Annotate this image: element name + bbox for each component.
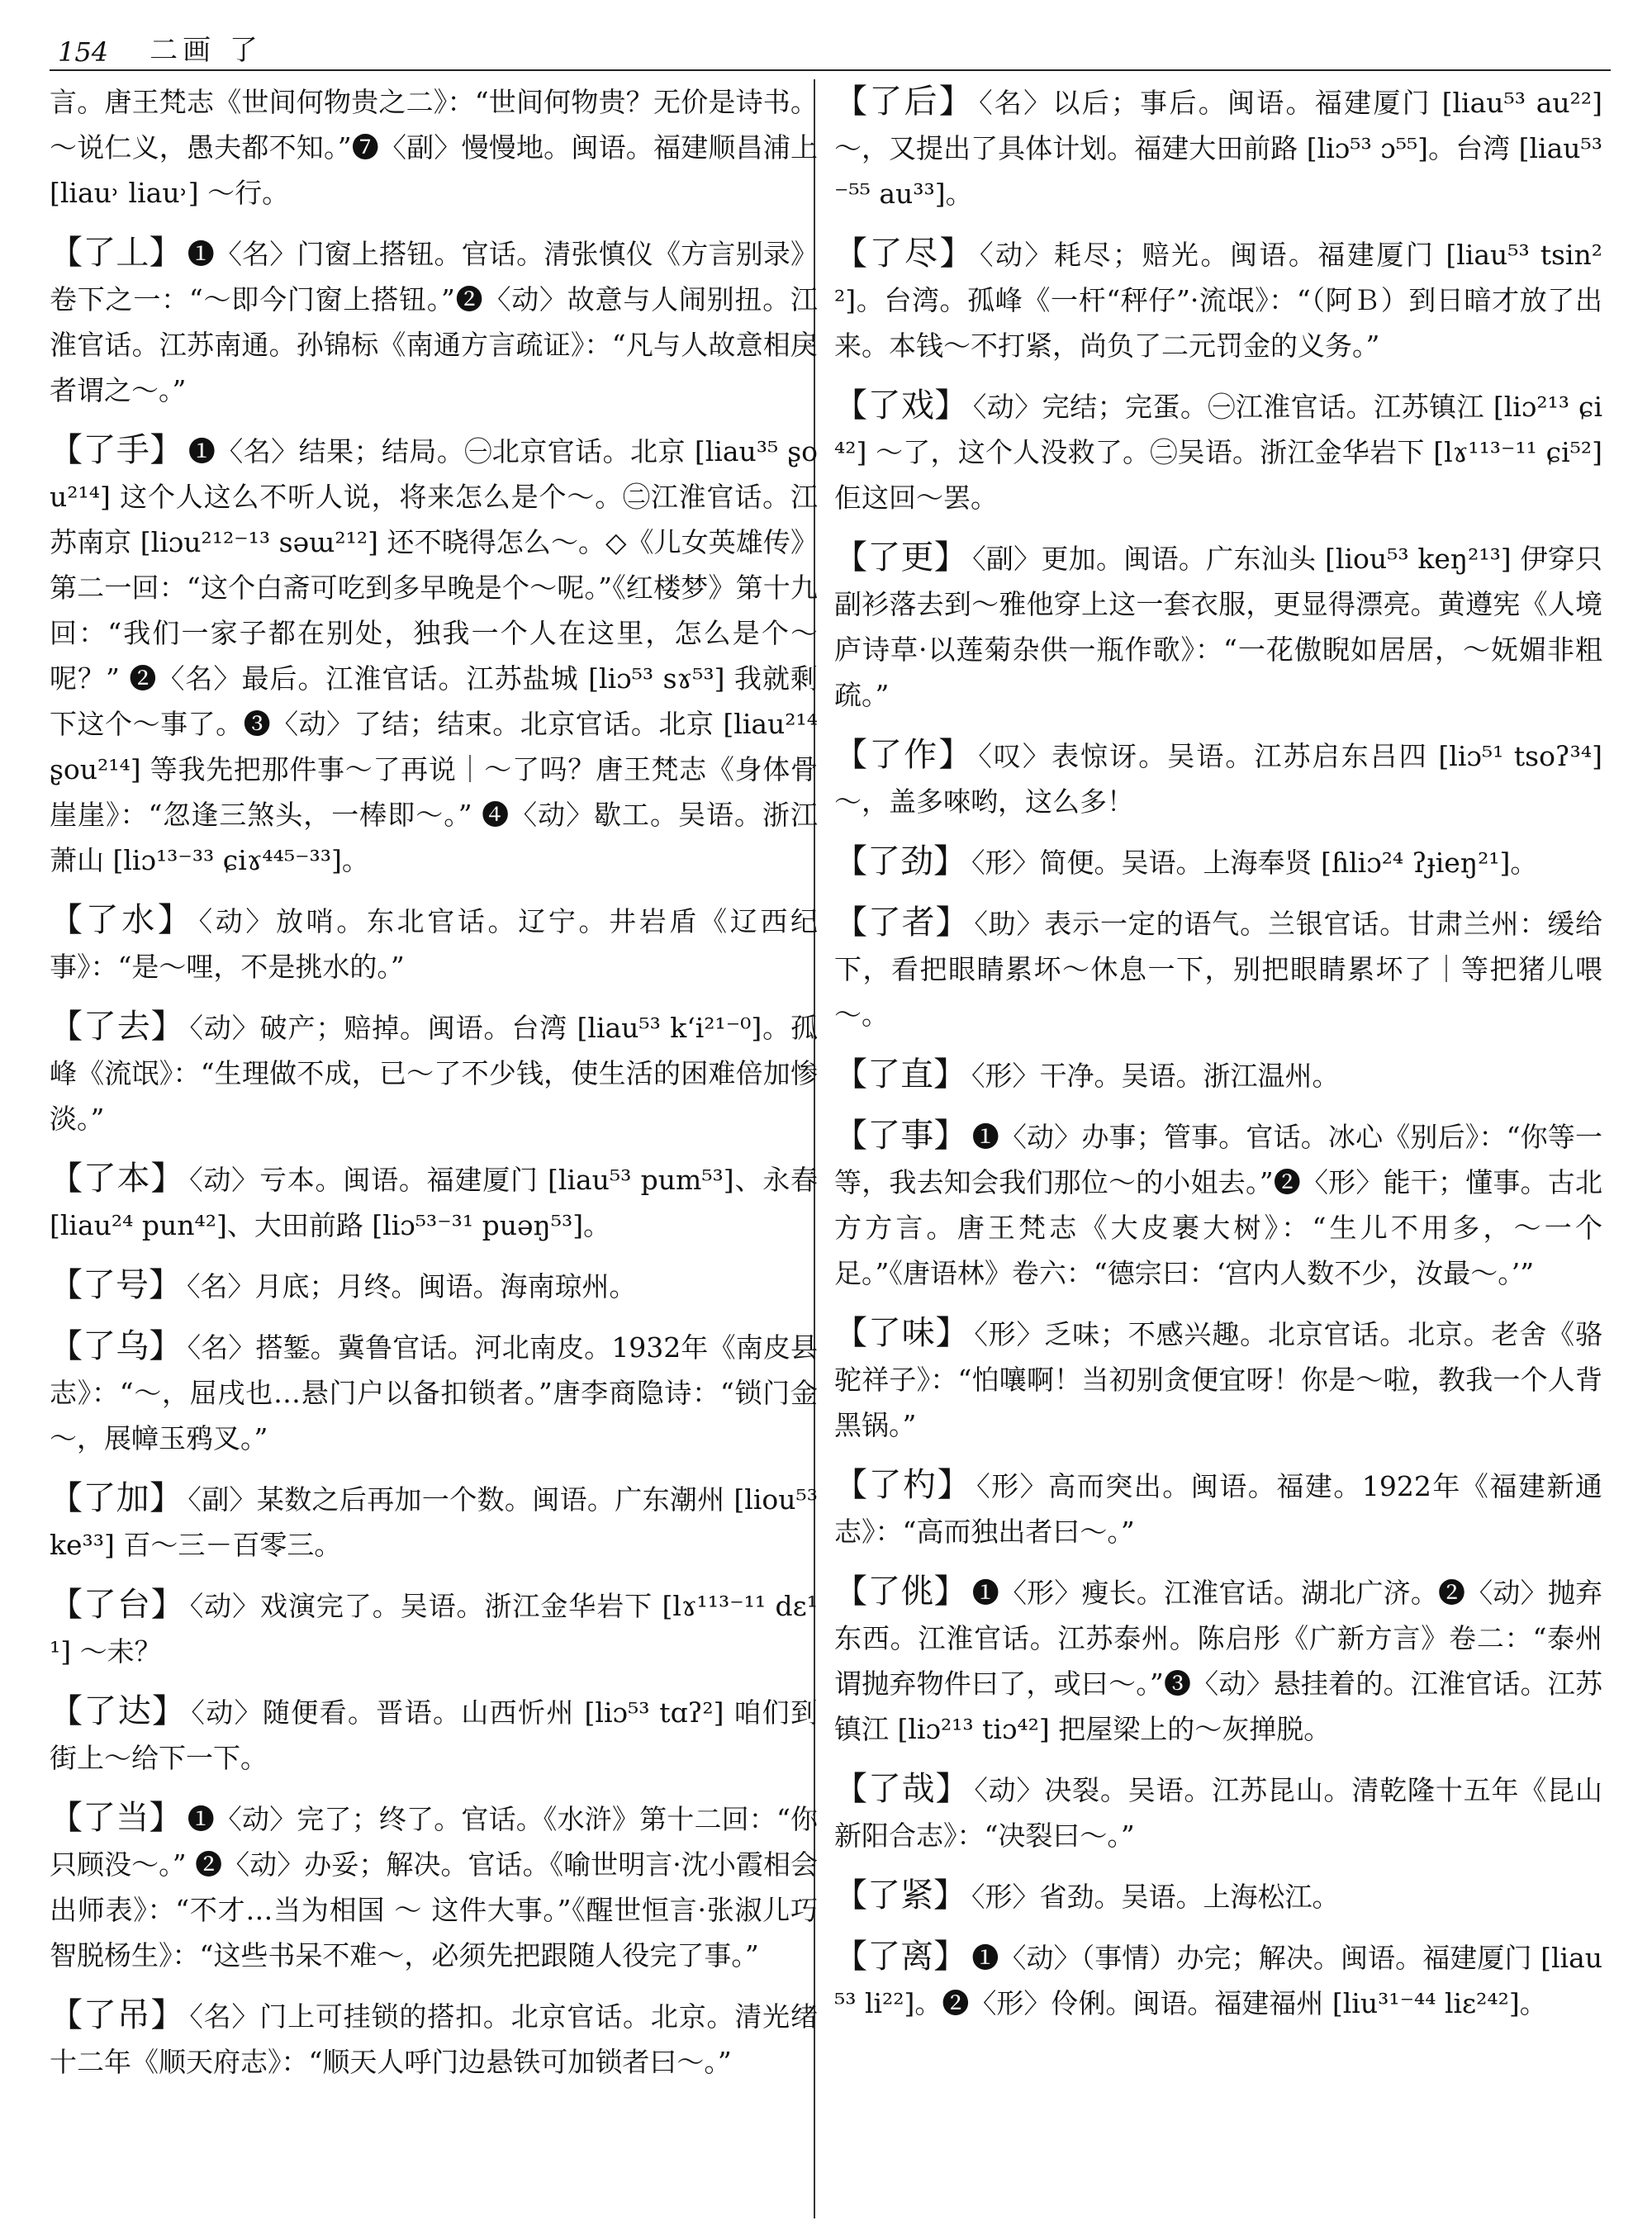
entry-headword: 【了更】 xyxy=(834,539,968,576)
entry-headword: 【了作】 xyxy=(834,736,974,774)
entry-definition: ❶〈动〉完了；终了。官话。《水浒》第十二回：“你只顾没～。” ❷〈动〉办妥；解决。官话。《喻世明言·沈小霞相会出师表》：“不才…当为相国 ～ 这件大事。”《醒世恒言·张淑儿巧智脱杨生》：“这些书呆不难～，必须先把跟随人役完了事。” xyxy=(50,1803,818,1971)
entry-headword: 【了事】 xyxy=(834,1117,967,1155)
entry-definition: ❶〈动〉办事；管事。官话。冰心《别后》：“你等一等，我去知会我们那位～的小姐去。”❷〈形〉能干；懂事。古北方方言。唐王梵志《大皮裹大树》：“生儿不用多，～一个足。”《唐语林》卷六：“德宗曰：‘宫内人数不少，汝最～。’” xyxy=(834,1121,1602,1289)
entry-definition: 〈动〉戏演完了。吴语。浙江金华岩下 [lɤ¹¹³⁻¹¹ dɛ¹¹] ～未？ xyxy=(50,1590,818,1668)
dictionary-entry xyxy=(834,231,1602,368)
entry-definition: ❶〈动〉（事情）办完；解决。闽语。福建厦门 [liau⁵³ li²²]。❷〈形〉伶俐。闽语。福建福州 [liu³¹⁻⁴⁴ liɛ²⁴²]。 xyxy=(834,1942,1602,2019)
entry-headword: 【了当】 xyxy=(50,1799,183,1837)
dictionary-entry xyxy=(834,535,1602,718)
entry-headword: 【了丄】 xyxy=(50,234,183,272)
entry-headword: 【了哉】 xyxy=(834,1770,970,1808)
entry-headword: 【了杓】 xyxy=(834,1466,972,1504)
entry-headword: 【了手】 xyxy=(50,431,183,469)
entry-definition: ❶〈形〉瘦长。江淮官话。湖北广济。❷〈动〉抛弃东西。江淮官话。江苏泰州。陈启彤《广新方言》卷二：“泰州谓抛弃物件曰了，或曰～。”❸〈动〉悬挂着的。江淮官话。江苏镇江 [liɔ²¹³ tiɔ⁴²] 把屋梁上的～灰掸脱。 xyxy=(834,1577,1602,1745)
left-column xyxy=(50,79,818,2218)
dictionary-entry xyxy=(50,1993,818,2085)
entry-definition: 〈动〉随便看。晋语。山西忻州 [liɔ⁵³ tɑʔ²] 咱们到街上～给下一下。 xyxy=(50,1696,818,1774)
dictionary-entry xyxy=(834,900,1602,1037)
dictionary-entry xyxy=(834,383,1602,520)
page-header xyxy=(50,18,1611,68)
dictionary-entry xyxy=(834,1934,1602,2026)
entry-definition: 〈名〉门上可挂锁的搭扣。北京官话。北京。清光绪十二年《顺天府志》：“顺天人呼门边悬铁可加锁者曰～。” xyxy=(50,2000,818,2078)
entry-headword: 【了达】 xyxy=(50,1692,187,1730)
entry-definition: 言。唐王梵志《世间何物贵之二》：“世间何物贵？无价是诗书。～说仁义，愚夫都不知。”❼〈副〉慢慢地。闽语。福建顺昌浦上 [liau˒ liau˒] ～行。 xyxy=(50,86,818,209)
entry-headword: 【了佻】 xyxy=(834,1573,967,1611)
entry-definition: 〈形〉干净。吴语。浙江温州。 xyxy=(971,1060,1340,1092)
right-column xyxy=(834,79,1602,2218)
header-rule xyxy=(50,69,1611,71)
dictionary-entry xyxy=(834,1113,1602,1296)
entry-definition: 〈名〉以后；事后。闽语。福建厦门 [liau⁵³ au²²] ～，又提出了具体计划。福建大田前路 [liɔ⁵³ ɔ⁵⁵]。台湾 [liau⁵³⁻⁵⁵ au³³]。 xyxy=(834,87,1602,210)
entry-headword: 【了劲】 xyxy=(834,842,966,880)
entry-definition: 〈副〉更加。闽语。广东汕头 [liou⁵³ keŋ²¹³] 伊穿只副衫落去到～雅他穿上这一套衣服，更显得漂亮。黄遵宪《人境庐诗草·以莲菊杂供一瓶作歌》：“一花傲睨如居居，～妩媚非粗疏。” xyxy=(834,543,1602,711)
entry-definition: 〈动〉破产；赔掉。闽语。台湾 [liau⁵³ k‘i²¹⁻⁰]。孤峰《流氓》：“生理做不成，已～了不少钱，使生活的困难倍加惨淡。” xyxy=(50,1012,818,1135)
entry-definition: 〈形〉简便。吴语。上海奉贤 [ɦliɔ²⁴ ʔɟieŋ²¹]。 xyxy=(971,847,1538,879)
dictionary-entry xyxy=(834,1569,1602,1752)
entry-headword: 【了直】 xyxy=(834,1056,966,1094)
entry-definition: 〈叹〉表惊讶。吴语。江苏启东吕四 [liɔ⁵¹ tsoʔ³⁴] ～，盖多唻哟，这么多！ xyxy=(834,740,1602,818)
dictionary-entry xyxy=(50,1796,818,1978)
entry-headword: 【了本】 xyxy=(50,1160,185,1198)
dictionary-entry xyxy=(50,898,818,989)
entry-definition: ❶〈名〉门窗上搭钮。官话。清张慎仪《方言别录》卷下之一：“～即今门窗上搭钮。”❷〈动〉故意与人闹别扭。江淮官话。江苏南通。孙锦标《南通方言疏证》：“凡与人故意相戾者谓之～。” xyxy=(50,238,818,406)
entry-headword: 【了戏】 xyxy=(834,387,968,425)
entry-definition: 〈形〉高而突出。闽语。福建。1922年《福建新通志》：“高而独出者曰～。” xyxy=(834,1470,1602,1548)
dictionary-entry xyxy=(50,1582,818,1674)
entry-headword: 【了去】 xyxy=(50,1008,185,1046)
dictionary-entry xyxy=(834,733,1602,824)
entry-definition: 〈名〉月底；月终。闽语。海南琼州。 xyxy=(187,1270,637,1302)
dictionary-entry xyxy=(834,1463,1602,1554)
dictionary-entry xyxy=(50,1263,818,1309)
dictionary-entry xyxy=(834,1052,1602,1098)
entry-definition: 〈动〉完结；完蛋。㊀江淮官话。江苏镇江 [liɔ²¹³ ɕi⁴²] ～了，这个人没救了。㊁吴语。浙江金华岩下 [lɤ¹¹³⁻¹¹ ɕi⁵²] 佢这回～罢。 xyxy=(834,391,1602,514)
entry-definition: 〈形〉省劲。吴语。上海松江。 xyxy=(971,1881,1340,1913)
entry-definition: 〈动〉放哨。东北官话。辽宁。井岩盾《辽西纪事》：“是～哩，不是挑水的。” xyxy=(50,905,818,983)
entry-definition: 〈动〉亏本。闽语。福建厦门 [liau⁵³ pum⁵³]、永春 [liau²⁴ pun⁴²]、大田前路 [liɔ⁵³⁻³¹ puəŋ⁵³]。 xyxy=(50,1164,818,1241)
entry-headword: 【了号】 xyxy=(50,1266,182,1304)
entry-definition: 〈名〉搭錾。冀鲁官话。河北南皮。1932年《南皮县志》：“～，屈戌也…悬门户以备扣锁者。”唐李商隐诗：“锁门金～，展幛玉鸦叉。” xyxy=(50,1331,818,1454)
dictionary-entry xyxy=(834,1873,1602,1919)
dictionary-entry xyxy=(50,1476,818,1568)
entry-headword: 【了紧】 xyxy=(834,1877,966,1914)
dictionary-entry xyxy=(50,230,818,413)
dictionary-entry xyxy=(50,1004,818,1141)
entry-headword: 【了水】 xyxy=(50,901,194,939)
entry-headword: 【了味】 xyxy=(834,1314,970,1352)
dictionary-entry xyxy=(834,1311,1602,1448)
entry-definition: 〈动〉决裂。吴语。江苏昆山。清乾隆十五年《昆山新阳合志》：“决裂曰～。” xyxy=(834,1774,1602,1852)
entry-headword: 【了台】 xyxy=(50,1586,185,1624)
dictionary-entry xyxy=(50,1156,818,1248)
dictionary-entry xyxy=(834,79,1602,216)
entry-definition: 〈助〉表示一定的语气。兰银官话。甘肃兰州：缓给下，看把眼睛累坏～休息一下，别把眼睛累坏了｜等把猪儿喂～。 xyxy=(834,908,1602,1031)
section-title: 二画 了 xyxy=(150,34,263,67)
entry-headword: 【了吊】 xyxy=(50,1996,185,2034)
page-number: 154 xyxy=(58,36,109,68)
dictionary-entry xyxy=(834,839,1602,885)
dictionary-entry xyxy=(50,1324,818,1461)
dictionary-entry xyxy=(50,79,818,216)
entry-headword: 【了加】 xyxy=(50,1479,183,1517)
entry-headword: 【了尽】 xyxy=(834,235,975,273)
entry-definition: 〈形〉乏味；不感兴趣。北京官话。北京。老舍《骆驼祥子》：“怕嚷啊！当初别贪便宜呀！你是～啦，教我一个人背黑锅。” xyxy=(834,1318,1602,1441)
dictionary-entry xyxy=(50,428,818,883)
dictionary-entry xyxy=(50,1689,818,1781)
entry-definition: 〈副〉某数之后再加一个数。闽语。广东潮州 [liou⁵³ ke³³] 百～三－百零三。 xyxy=(50,1483,818,1561)
entry-headword: 【了者】 xyxy=(834,904,970,942)
entry-headword: 【了后】 xyxy=(834,83,975,121)
entry-headword: 【了离】 xyxy=(834,1938,967,1976)
entry-definition: ❶〈名〉结果；结局。㊀北京官话。北京 [liau³⁵ ʂou²¹⁴] 这个人这么不听人说，将来怎么是个～。㊁江淮官话。江苏南京 [liɔu²¹²⁻¹³ səɯ²¹²] 还不晓得怎么～。◇《儿女英雄传》第二一回：“这个白斋可吃到多早晚是个～呢。”《红楼梦》第十九回：“我们一家子都在别处，独我一个人在这里，怎么是个～呢？” ❷〈名〉最后。江淮官话。江苏盐城 [liɔ⁵³ sɤ⁵³] 我就剩下这个～事了。❸〈动〉了结；结束。北京官话。北京 [liau²¹⁴ ʂou²¹⁴] 等我先把那件事～了再说｜～了吗？唐王梵志《身体骨崖崖》：“忽逢三煞头，一棒即～。” ❹〈动〉歇工。吴语。浙江萧山 [liɔ¹³⁻³³ ɕiɤ⁴⁴⁵⁻³³]。 xyxy=(50,435,818,876)
entry-definition: 〈动〉耗尽；赔光。闽语。福建厦门 [liau⁵³ tsin²²]。台湾。孤峰《一杆“秤仔”·流氓》：“（阿Ｂ）到日暗才放了出来。本钱～不打紧，尚负了二元罚金的义务。” xyxy=(834,239,1602,362)
dictionary-entry xyxy=(834,1767,1602,1858)
entry-headword: 【了乌】 xyxy=(50,1327,183,1365)
